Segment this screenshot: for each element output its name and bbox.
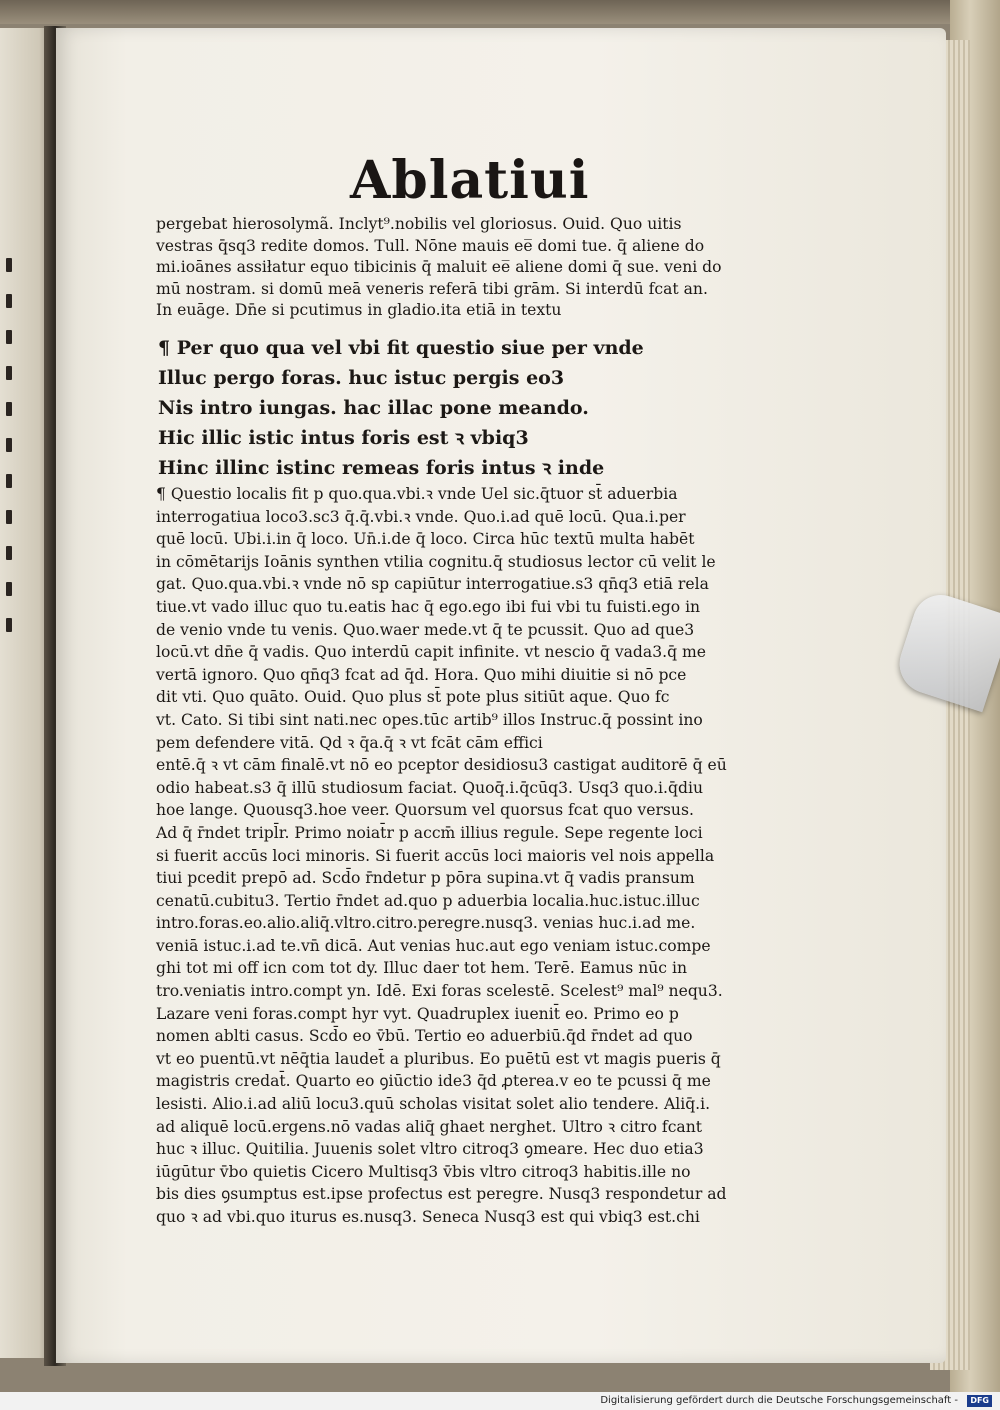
verse-block [158,333,658,483]
text-line: ad aliquē locū.ergens.nō vadas aliq̄ ghaet nerghet. Ultro ꝛ citro fcant [156,1117,703,1136]
verse-line: Hinc illinc istinc remeas foris intus ꝛ inde [158,457,605,479]
text-line: mū nostram. si domū meā veneris referā tibi grām. Si interdū fcat an. [156,279,708,298]
text-line: hoe lange. Quousq3.hoe veer. Quorsum vel quorsus fcat quo versus. [156,801,694,820]
text-line: In euāge. Dn̄e si pcutimus in gladio.ita etiā in textu [156,301,562,320]
verse-line: ¶ Per quo qua vel vbi fit questio siue per vnde [158,337,644,359]
text-line: Ad q̄ r̄ndet tripl̄r. Primo noiat̄r p accm̄ illius regule. Sepe regente loci [156,823,703,842]
text-line: mi.ioānes assiłatur equo tibicinis q̄ maluit ee̅ aliene domi q̄ sue. veni do [156,258,722,277]
page-heading: Ablatiui [350,150,590,211]
text-line: tiue.vt vado illuc quo tu.eatis hac q̄ ego.ego ibi fui vbi tu fuisti.ego in [156,597,701,616]
text-line: quo ꝛ ad vbi.quo iturus es.nusq3. Seneca Nusq3 est qui vbiq3 est.chi [156,1208,700,1226]
binding-board-top [0,0,1000,24]
text-line: vt eo puentū.vt nēq̄tia laudet̄ a pluribus. Eo puētū est vt magis pueris q̄ [156,1049,721,1068]
text-line: dit vti. Quo quāto. Ouid. Quo plus st̄ pote plus sitiūt aque. Quo fc [156,688,670,707]
text-line: veniā istuc.i.ad te.vn̄ dicā. Aut venias huc.aut ego veniam istuc.compe [156,936,711,955]
text-line: Lazare veni foras.compt hyr vyt. Quadruplex iuenit̄ eo. Primo eo p [156,1004,679,1023]
verse-line: Illuc pergo foras. huc istuc pergis eo3 [158,367,565,389]
text-line: quē locū. Ubi.i.in q̄ loco. Un̄.i.de q̄ loco. Circa hūc textū multa habēt [156,530,695,549]
text-line: vt. Cato. Si tibi sint nati.nec opes.tūc artib⁹ illos Instruc.q̄ possint ino [156,710,703,729]
text-line: nomen ablti casus. Scd̄o eo v̄bū. Tertio eo aduerbiū.q̄d r̄ndet ad quo [156,1027,693,1046]
text-line: vestras q̄sq3 redite domos. Tull. Nōne mauis ee̅ domi tue. q̄ aliene do [156,236,705,255]
text-line: cenatū.cubitu3. Tertio r̄ndet ad.quo p aduerbia localia.huc.istuc.illuc [156,891,700,910]
facing-page-text-edge [6,258,18,654]
text-line: interrogatiua loco3.sc3 q̄.q̄.vbi.ꝛ vnde. Quo.i.ad quē locū. Qua.i.per [156,507,686,526]
text-line: ¶ Questio localis fit p quo.qua.vbi.ꝛ vnde Uel sic.q̄tuor st̄ aduerbia [156,485,678,503]
text-line: vertā ignoro. Quo qn̄q3 fcat ad q̄d. Hora. Quo mihi diuitie si nō pce [156,665,687,684]
text-line: odio habeat.s3 q̄ illū studiosum faciat. Quoq̄.i.q̄cūq3. Usq3 quo.i.q̄diu [156,778,703,797]
top-paragraph [156,214,756,322]
main-paragraph [156,483,756,1229]
text-line: bis dies ꝯsumptus est.ipse profectus est peregre. Nusq3 respondetur ad [156,1185,727,1204]
text-line: tiui pcedit prepō ad. Scd̄o r̄ndetur p pōra supina.vt q̄ vadis pransum [156,869,695,888]
text-line: entē.q̄ ꝛ vt cām finalē.vt nō eo pceptor desidiosu3 castigat auditorē q̄ eū [156,756,727,775]
verse-line: Hic illic istic intus foris est ꝛ vbiq3 [158,427,529,449]
text-line: magistris credat̄. Quarto eo ꝯiūctio ide3 q̄d ꝓterea.v eo te pcussi q̄ me [156,1072,711,1091]
text-line: ghi tot mi off icn com tot dy. Illuc daer tot hem. Terē. Eamus nūc in [156,959,688,978]
text-line: gat. Quo.qua.vbi.ꝛ vnde nō sp capiūtur interrogatiue.s3 qn̄q3 etiā rela [156,575,709,594]
text-line: lesisti. Alio.i.ad aliū locu3.quū scholas visitat solet alio tendere. Aliq̄.i. [156,1095,711,1114]
scan-footer [0,1392,1000,1410]
text-line: intro.foras.eo.alio.aliq̄.vltro.citro.peregre.nusq3. venias huc.i.ad me. [156,914,696,933]
verse-line: Nis intro iungas. hac illac pone meando. [158,397,589,419]
text-line: iūgūtur v̄bo quietis Cicero Multisq3 v̄bis vltro citroq3 habitis.ille no [156,1162,691,1181]
text-line: in cōmētarijs Ioānis synthen vtilia cognitu.q̄ studiosus lector cū velit le [156,552,716,571]
funding-credit: Digitalisierung gefördert durch die Deutsche Forschungsgemeinschaft - [600,1395,958,1406]
text-line: tro.veniatis intro.compt yn. Idē. Exi foras scelestē. Scelest⁹ mal⁹ nequ3. [156,982,723,1001]
text-line: huc ꝛ illuc. Quitilia. Juuenis solet vltro citroq3 ꝯmeare. Hec duo etia3 [156,1140,704,1159]
text-line: de venio vnde tu venis. Quo.waer mede.vt q̄ te pcussit. Quo ad que3 [156,620,695,639]
text-line: pem defendere vitā. Qd ꝛ q̄a.q̄ ꝛ vt fcāt cām effici [156,733,543,752]
dfg-logo: DFG [967,1395,992,1407]
text-line: pergebat hierosolymã. Inclyt⁹.nobilis vel gloriosus. Ouid. Quo uitis [156,215,682,233]
text-line: si fuerit accūs loci minoris. Si fuerit accūs loci maioris vel nois appella [156,846,715,865]
text-line: locū.vt dn̄e q̄ vadis. Quo interdū capit infinite. vt nescio q̄ vada3.q̄ me [156,643,707,662]
